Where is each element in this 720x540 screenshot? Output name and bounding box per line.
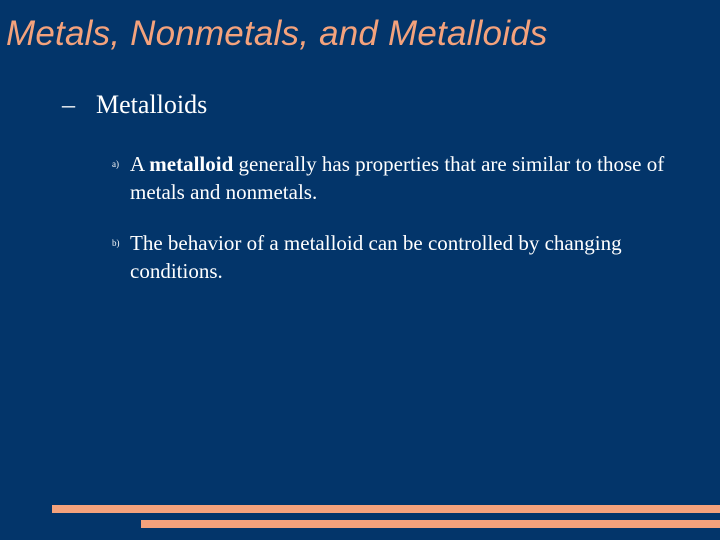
decorative-bar-bottom [141,520,720,528]
list-item-text [130,150,682,206]
list-marker: a) [112,159,119,169]
list-marker: b) [112,238,120,248]
section-heading: Metalloids [96,90,208,119]
text-run: generally has properties that are similar to those of metals and nonmetals. [130,152,665,204]
slide-title: Metals, Nonmetals, and Metalloids [6,14,548,53]
list-item [112,229,682,285]
list-item-text: The behavior of a metalloid can be controlled by changing conditions. [130,231,622,283]
bold-term: metalloid [149,152,234,176]
list-item [112,150,682,206]
decorative-bar-top [52,505,720,513]
dash-bullet: – [62,90,75,119]
text-run: A [130,152,150,176]
section-heading-row [62,90,207,120]
